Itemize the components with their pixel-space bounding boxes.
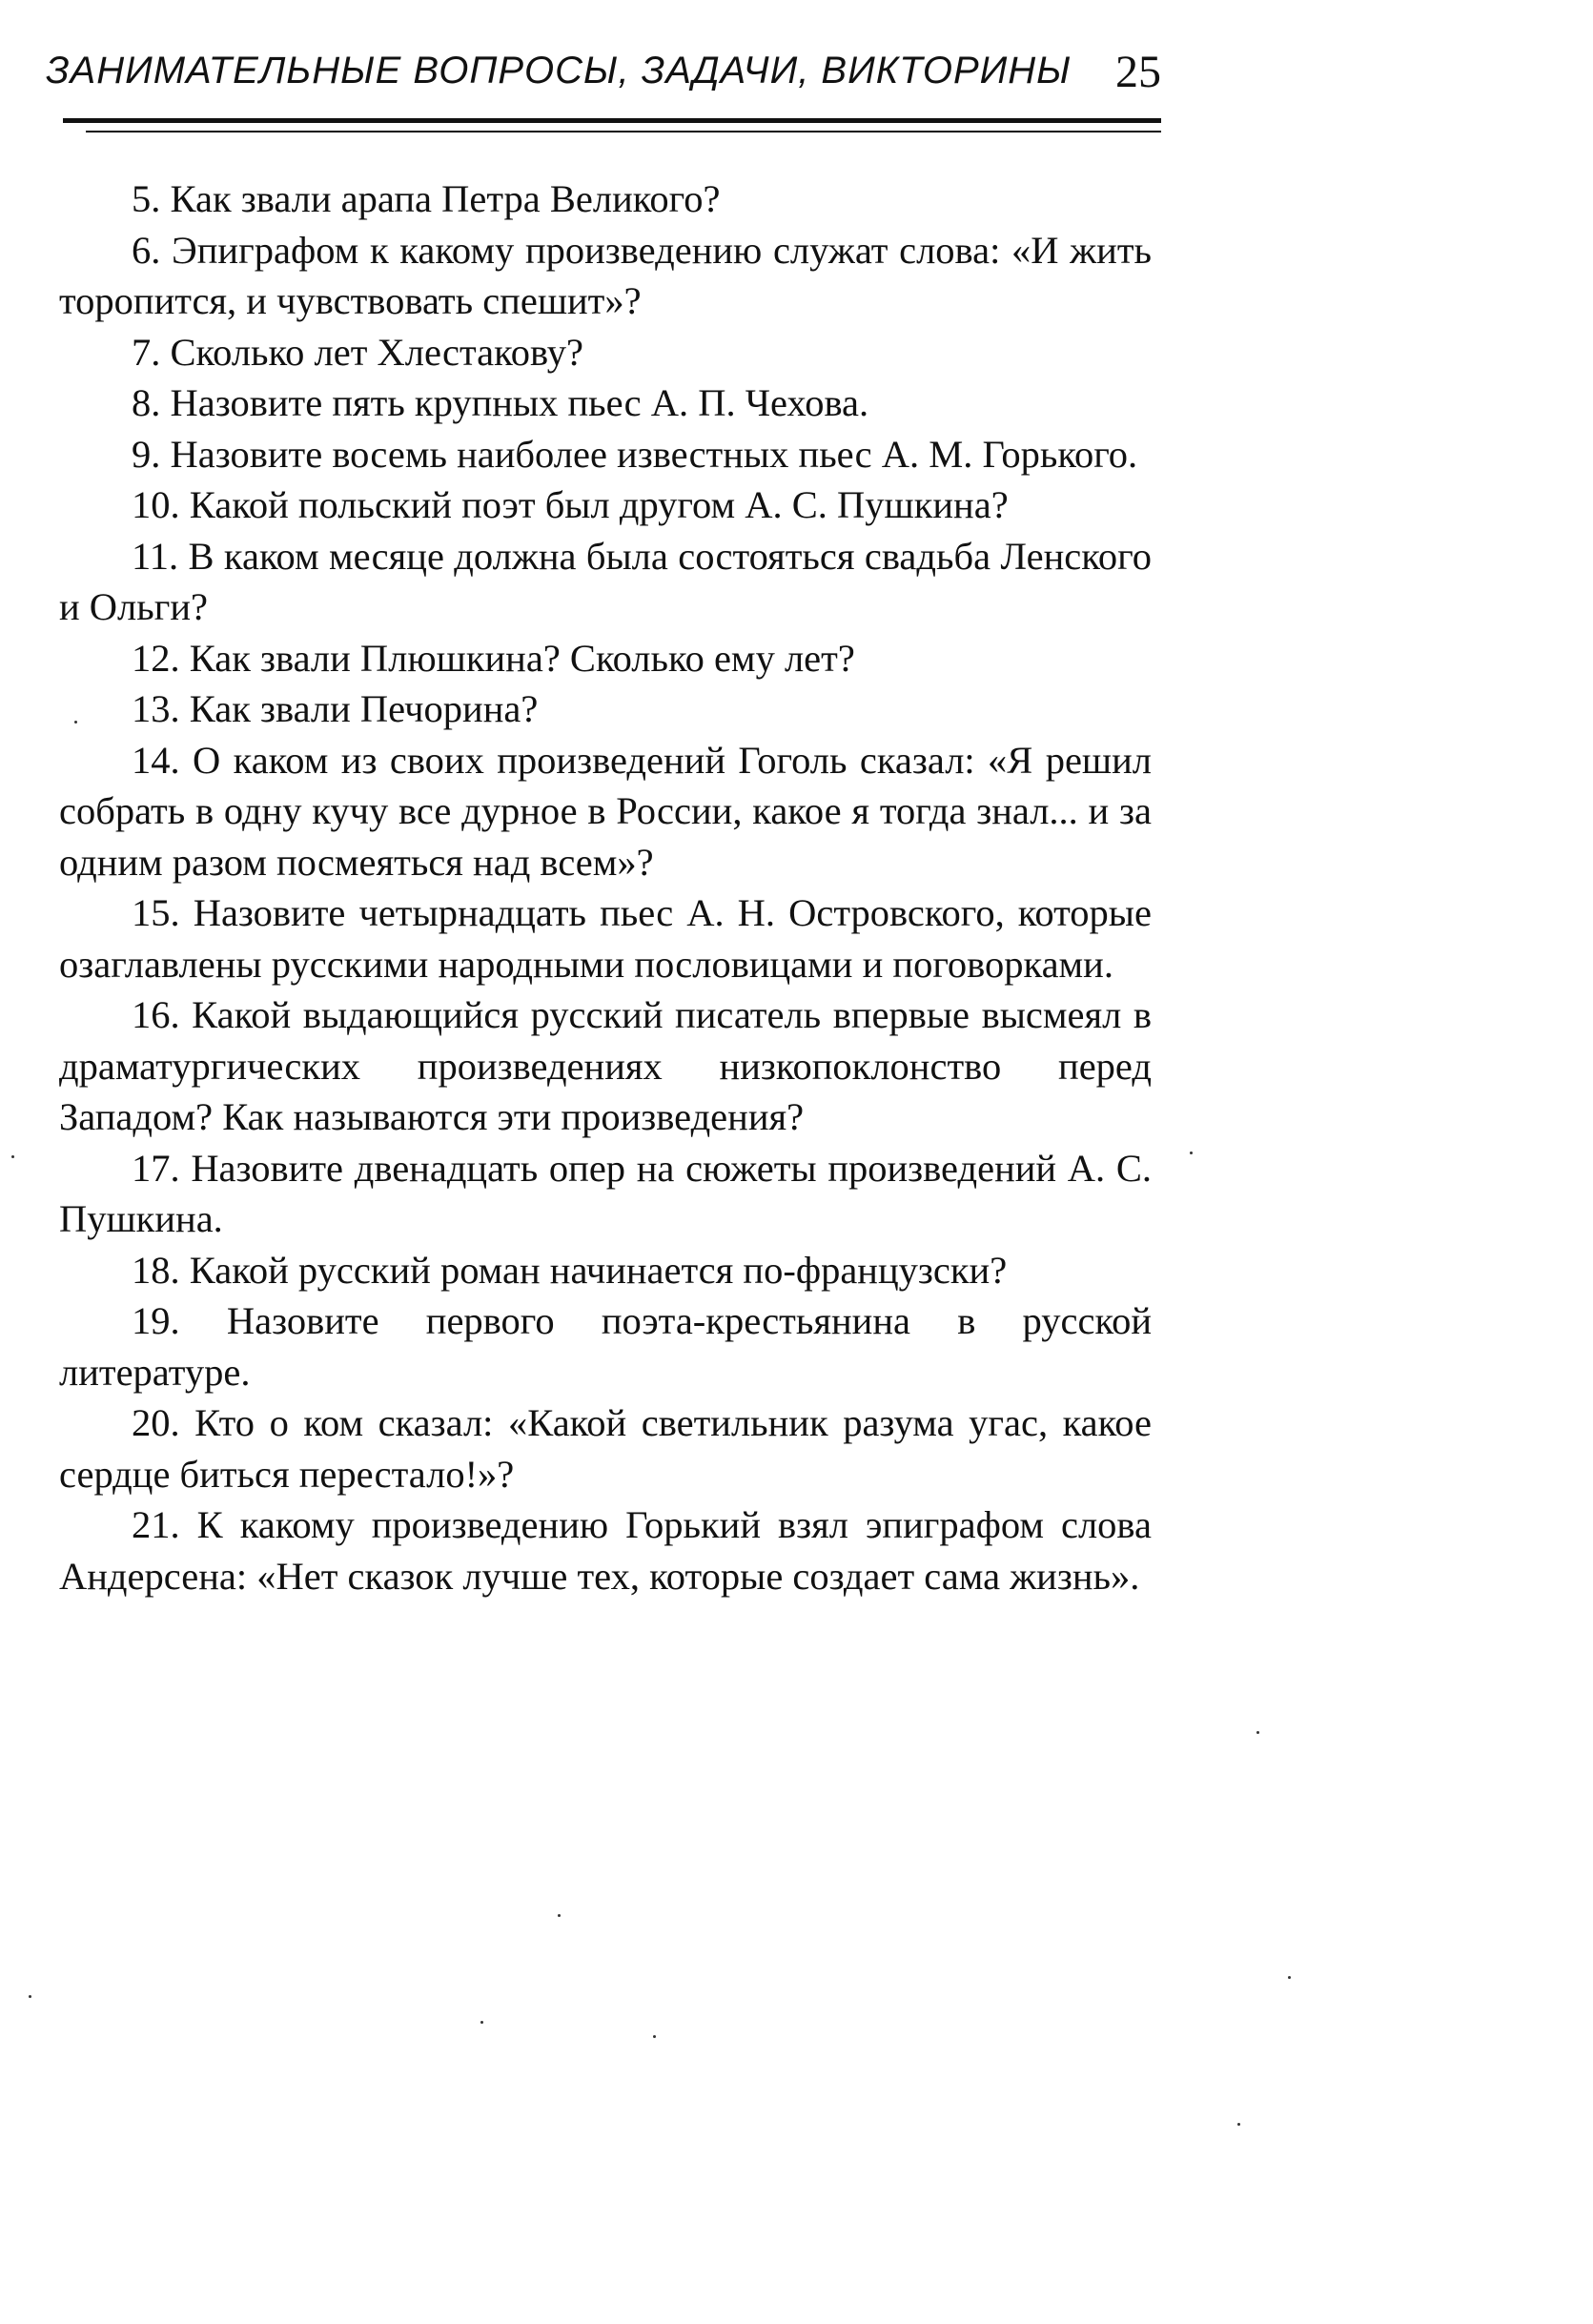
header-rule-thick [63,118,1161,123]
scan-speck [1256,1731,1259,1734]
scan-speck [1288,1976,1291,1979]
header-rule-thin [86,131,1161,133]
question-17: 17. Назовите двенадцать опер на сюжеты произведений А. С. Пушкина. [59,1146,1152,1240]
scan-speck [11,1155,14,1158]
question-16: 16. Какой выдающийся русский писатель впервые высмеял в драматургических произведениях низкопоклонство перед Западом? Как называются эти произведения? [59,993,1152,1138]
question-5: 5. Как звали арапа Петра Великого? [132,177,721,220]
question-11: 11. В каком месяце должна была состояться свадьба Ленского и Ольги? [59,534,1152,628]
scan-speck [558,1914,561,1917]
question-19: 19. Назовите первого поэта-крестьянина в русской литературе. [59,1299,1152,1394]
running-title: ЗАНИМАТЕЛЬНЫЕ ВОПРОСЫ, ЗАДАЧИ, ВИКТОРИНЫ [46,50,1072,92]
question-6: 6. Эпиграфом к какому произведению служат слова: «И жить торопится, и чувствовать спешит»? [59,228,1152,322]
questions-list [59,173,1152,1601]
page-number: 25 [1115,47,1161,97]
question-15: 15. Назовите четырнадцать пьес А. Н. Островского, которые озаглавлены русскими народными пословицами и поговорками. [59,891,1152,986]
scan-speck [480,2021,483,2024]
question-18: 18. Какой русский роман начинается по-французски? [132,1248,1008,1292]
question-13: 13. Как звали Печорина? [132,687,539,730]
question-14: 14. О каком из своих произведений Гоголь сказал: «Я решил собрать в одну кучу все дурное в России, какое я тогда знал... и за одним разом посмеяться над всем»? [59,738,1152,884]
running-head [46,36,1161,112]
scan-speck [29,1995,31,1998]
question-7: 7. Сколько лет Хлестакову? [132,330,583,374]
question-10: 10. Какой польский поэт был другом А. С. Пушкина? [132,483,1009,526]
scan-speck [1237,2123,1240,2126]
question-20: 20. Кто о ком сказал: «Какой светильник разума угас, какое сердце биться перестало!»? [59,1401,1152,1496]
scan-speck [1190,1152,1193,1154]
question-8: 8. Назовите пять крупных пьес А. П. Чехова. [132,381,869,424]
question-9: 9. Назовите восемь наиболее известных пьес А. М. Горького. [132,432,1138,476]
scan-speck [653,2035,656,2038]
scan-speck [74,721,77,724]
question-21: 21. К какому произведению Горький взял эпиграфом слова Андерсена: «Нет сказок лучше тех, которые создает сама жизнь». [59,1503,1152,1598]
question-12: 12. Как звали Плюшкина? Сколько ему лет? [132,636,855,680]
